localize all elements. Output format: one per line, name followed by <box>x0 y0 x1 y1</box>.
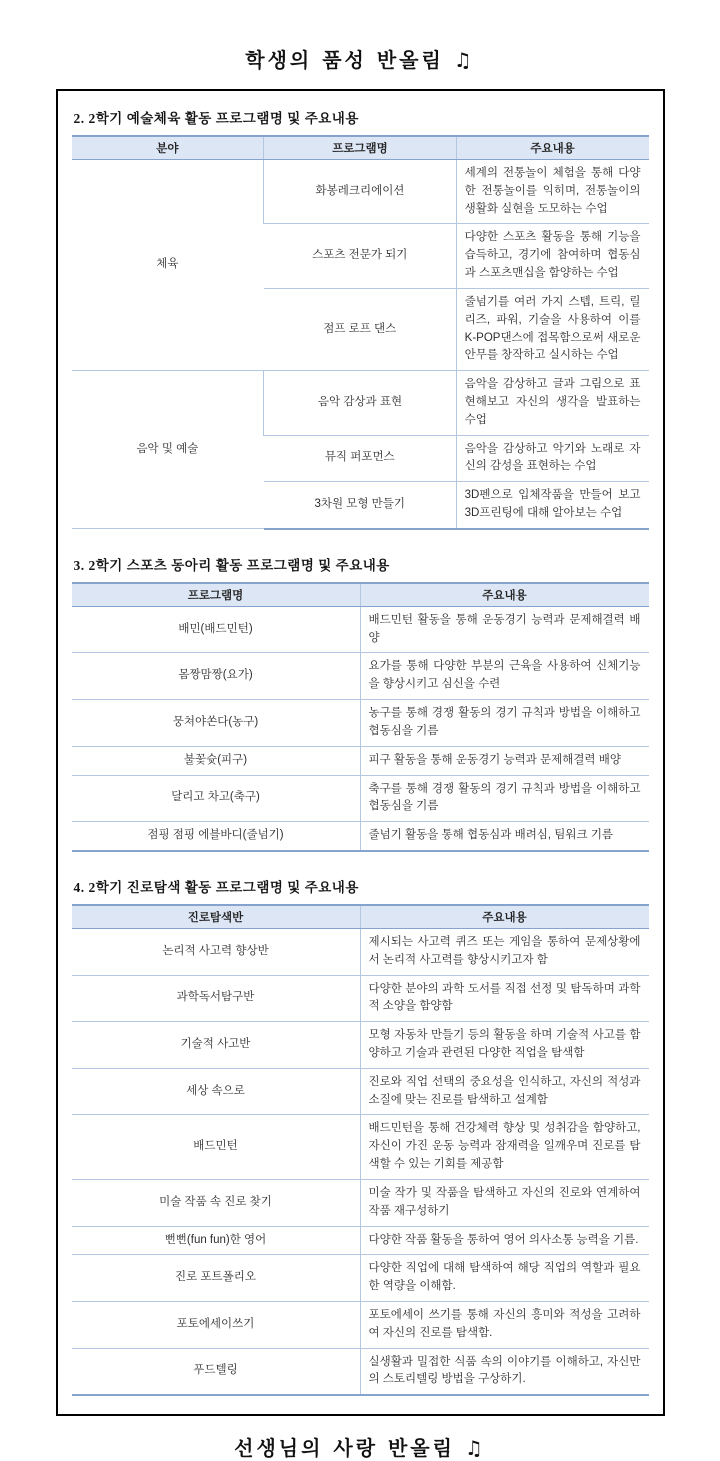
program-cell: 뭉쳐야쏜다(농구) <box>72 700 361 747</box>
table-row <box>72 700 649 747</box>
program-cell: 달리고 차고(축구) <box>72 775 361 822</box>
description-cell: 축구를 통해 경쟁 활동의 경기 규칙과 방법을 이해하고 협동심을 기름 <box>360 775 649 822</box>
program-cell: 배민(배드민턴) <box>72 606 361 653</box>
program-cell: 음악 감상과 표현 <box>264 371 456 435</box>
column-header: 주요내용 <box>360 905 649 929</box>
section-heading: 4. 2학기 진로탐색 활동 프로그램명 및 주요내용 <box>73 879 359 895</box>
description-cell: 세계의 전통놀이 체험을 통해 다양한 전통놀이를 익히며, 전통놀이의 생활화 실현을 도모하는 수업 <box>456 160 648 224</box>
section-career-exploration <box>72 876 649 1396</box>
program-cell: 뻔뻔(fun fun)한 영어 <box>72 1226 361 1255</box>
table-row <box>72 975 649 1022</box>
program-table <box>72 582 649 852</box>
program-cell: 불꽃슛(피구) <box>72 746 361 775</box>
description-cell: 모형 자동차 만들기 등의 활동을 하며 기술적 사고를 함양하고 기술과 관련된 다양한 직업을 탐색함 <box>360 1022 649 1069</box>
program-cell: 점프 로프 댄스 <box>264 288 456 370</box>
column-header: 프로그램명 <box>264 136 456 160</box>
program-cell: 미술 작품 속 진로 찾기 <box>72 1179 361 1226</box>
section-heading: 3. 2학기 스포츠 동아리 활동 프로그램명 및 주요내용 <box>73 557 390 573</box>
page-frame <box>56 89 665 1416</box>
table-row <box>72 371 649 435</box>
program-cell: 배드민턴 <box>72 1115 361 1179</box>
description-cell: 다양한 직업에 대해 탐색하여 해당 직업의 역할과 필요한 역량을 이해함. <box>360 1255 649 1302</box>
column-header: 주요내용 <box>456 136 648 160</box>
program-cell: 세상 속으로 <box>72 1068 361 1115</box>
column-header: 분야 <box>72 136 264 160</box>
program-cell: 포토에세이쓰기 <box>72 1301 361 1348</box>
table-row <box>72 1301 649 1348</box>
table-row <box>72 1068 649 1115</box>
description-cell: 요가를 통해 다양한 부분의 근육을 사용하여 신체기능을 향상시키고 심신을 수련 <box>360 653 649 700</box>
table-header-row <box>72 583 649 607</box>
table-row <box>72 1179 649 1226</box>
table-row <box>72 606 649 653</box>
section-sports-club <box>72 554 649 852</box>
table-row <box>72 775 649 822</box>
table-row <box>72 160 649 224</box>
description-cell: 줄넘기를 여러 가지 스텝, 트릭, 릴리즈, 파워, 기술을 사용하여 이를 K-POP댄스에 접목함으로써 새로운 안무를 창작하고 실시하는 수업 <box>456 288 648 370</box>
description-cell: 줄넘기 활동을 통해 협동심과 배려심, 팀워크 기름 <box>360 822 649 851</box>
table-row <box>72 1115 649 1179</box>
description-cell: 미술 작가 및 작품을 탐색하고 자신의 진로와 연계하여 작품 재구성하기 <box>360 1179 649 1226</box>
description-cell: 다양한 작품 활동을 통하여 영어 의사소통 능력을 기름. <box>360 1226 649 1255</box>
description-cell: 제시되는 사고력 퀴즈 또는 게임을 통하여 문제상황에서 논리적 사고력를 향상시키고자 함 <box>360 928 649 975</box>
program-cell: 과학독서탐구반 <box>72 975 361 1022</box>
program-table <box>72 904 649 1396</box>
program-cell: 화봉레크리에이션 <box>264 160 456 224</box>
description-cell: 3D펜으로 입체작품을 만들어 보고 3D프린팅에 대해 알아보는 수업 <box>456 482 648 529</box>
description-cell: 다양한 분야의 과학 도서를 직접 선정 및 탐독하며 과학적 소양을 함양함 <box>360 975 649 1022</box>
program-table <box>72 135 649 530</box>
program-cell: 몸짱맘짱(요가) <box>72 653 361 700</box>
description-cell: 배드민턴 활동을 통해 운동경기 능력과 문제해결력 배양 <box>360 606 649 653</box>
table-row <box>72 822 649 851</box>
table-header-row <box>72 905 649 929</box>
program-cell: 뮤직 퍼포먼스 <box>264 435 456 482</box>
program-cell: 기술적 사고반 <box>72 1022 361 1069</box>
description-cell: 음악을 감상하고 악기와 노래로 자신의 감성을 표현하는 수업 <box>456 435 648 482</box>
category-cell: 체육 <box>72 160 264 371</box>
table-row <box>72 1348 649 1395</box>
program-cell: 3차원 모형 만들기 <box>264 482 456 529</box>
program-cell: 푸드텔링 <box>72 1348 361 1395</box>
category-cell: 음악 및 예술 <box>72 371 264 529</box>
program-cell: 스포츠 전문가 되기 <box>264 224 456 288</box>
footer-calligraphy: 선생님의 사랑 반올림 ♫ <box>234 1436 486 1461</box>
header-calligraphy: 학생의 품성 반올림 ♫ <box>245 48 475 72</box>
description-cell: 진로와 직업 선택의 중요성을 인식하고, 자신의 적성과 소질에 맞는 진로를 탐색하고 설계함 <box>360 1068 649 1115</box>
table-row <box>72 1022 649 1069</box>
description-cell: 배드민턴을 통해 건강체력 향상 및 성취감을 함양하고, 자신이 가진 운동 능력과 잠재력을 일깨우며 진로를 탐색할 수 있는 기회를 제공함 <box>360 1115 649 1179</box>
table-row <box>72 653 649 700</box>
table-row <box>72 1226 649 1255</box>
column-header: 주요내용 <box>360 583 649 607</box>
table-header-row <box>72 136 649 160</box>
section-arts-pe <box>72 107 649 530</box>
column-header: 프로그램명 <box>72 583 361 607</box>
program-cell: 점핑 점핑 에블바디(줄넘기) <box>72 822 361 851</box>
description-cell: 포토에세이 쓰기를 통해 자신의 흥미와 적성을 고려하여 자신의 진로를 탐색함. <box>360 1301 649 1348</box>
description-cell: 실생활과 밀접한 식품 속의 이야기를 이해하고, 자신만의 스토리텔링 방법을 구상하기. <box>360 1348 649 1395</box>
table-row <box>72 928 649 975</box>
table-row <box>72 746 649 775</box>
description-cell: 피구 활동을 통해 운동경기 능력과 문제해결력 배양 <box>360 746 649 775</box>
description-cell: 음악을 감상하고 글과 그림으로 표현해보고 자신의 생각을 발표하는 수업 <box>456 371 648 435</box>
program-cell: 진로 포트폴리오 <box>72 1255 361 1302</box>
description-cell: 농구를 통해 경쟁 활동의 경기 규칙과 방법을 이해하고 협동심을 기름 <box>360 700 649 747</box>
program-cell: 논리적 사고력 향상반 <box>72 928 361 975</box>
table-row <box>72 1255 649 1302</box>
description-cell: 다양한 스포츠 활동을 통해 기능을 습득하고, 경기에 참여하며 협동심과 스포츠맨십을 함양하는 수업 <box>456 224 648 288</box>
column-header: 진로탐색반 <box>72 905 361 929</box>
section-heading: 2. 2학기 예술체육 활동 프로그램명 및 주요내용 <box>73 111 359 126</box>
